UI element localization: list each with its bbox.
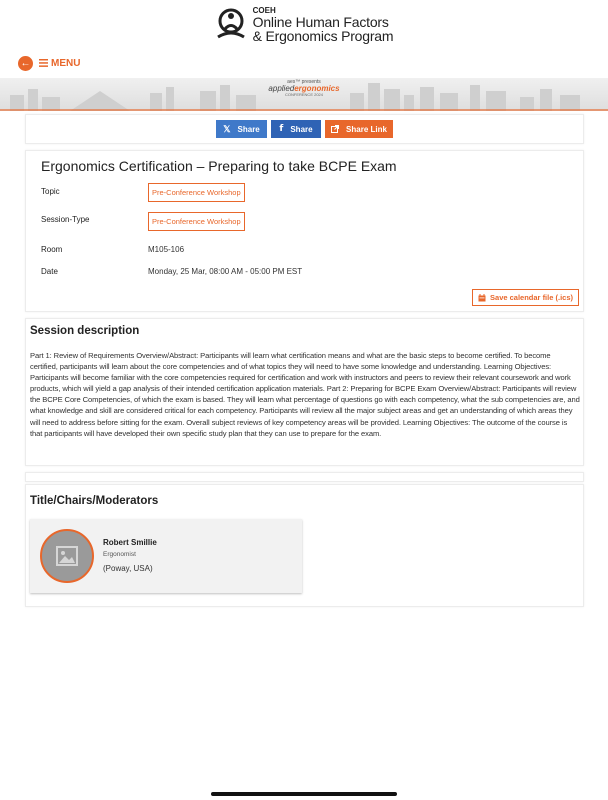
share-facebook-label: Share (290, 124, 313, 134)
share-link-label: Share Link (346, 124, 387, 134)
site-header (0, 0, 608, 50)
person-role: Ergonomist (103, 551, 136, 558)
share-x-label: Share (237, 124, 260, 134)
share-link-button[interactable] (325, 120, 393, 138)
person-location: (Poway, USA) (103, 564, 153, 573)
external-link-icon (331, 125, 339, 133)
chairs-heading: Title/Chairs/Moderators (30, 495, 159, 507)
save-calendar-label: Save calendar file (.ics) (490, 293, 573, 302)
session-type-label: Session-Type (41, 215, 90, 224)
home-indicator[interactable] (211, 792, 397, 796)
date-label: Date (41, 267, 58, 276)
logo-org: COEH (252, 6, 276, 15)
save-calendar-button[interactable] (472, 289, 579, 306)
session-description-card (25, 318, 584, 466)
conference-banner (0, 78, 608, 111)
person-card[interactable] (30, 519, 302, 593)
applied-ergonomics-logo (268, 80, 339, 97)
coeh-logo-icon (215, 7, 247, 43)
session-title: Ergonomics Certification – Preparing to take BCPE Exam (41, 158, 397, 174)
topic-label: Topic (41, 187, 60, 196)
logo-line-2: & Ergonomics Program (252, 28, 394, 44)
calendar-icon (478, 294, 486, 302)
room-label: Room (41, 245, 63, 254)
chairs-card (25, 484, 584, 607)
description-heading: Session description (30, 325, 140, 337)
topic-tag[interactable]: Pre-Conference Workshop (148, 183, 245, 202)
menu-label: MENU (51, 57, 81, 69)
x-logo-icon: 𝕏 (223, 123, 231, 134)
session-type-tag[interactable]: Pre-Conference Workshop (148, 212, 245, 231)
share-bar (25, 114, 584, 144)
empty-section (25, 472, 584, 482)
hamburger-icon (39, 59, 48, 67)
share-facebook-button[interactable] (271, 120, 321, 138)
logo-line-1: Online Human Factors (252, 14, 389, 30)
site-logo[interactable] (215, 7, 394, 43)
room-value: M105-106 (148, 245, 185, 254)
back-button[interactable] (18, 56, 33, 71)
avatar (40, 529, 94, 583)
description-text: Part 1: Review of Requirements Overview/Abstract: Participants will learn what certification means and what are the basic steps to become certified. To become certified, participants will learn about the core competencies and of what topics they will need to have some knowledge and understanding. Learning Objectives: Participants will become familiar with the core competencies required for certification and work with instructors and peers to review their relevant coursework and work products, which will yield a gap analysis of their intended certification application materials. Part 2: Preparing for BCPE Exam Overview/Abstract: Participants will review the BCPE Core Competencies, of which the exam is based. They will learn what percentage of questions go with each competency, what the sub competencies are, and what knowledge and skill are considered critical for each competency. Participants will review all the major subject areas and get an understanding of which areas they will need to address before sitting for the exam. Overall subject reviews of key competency areas will be provided. Learning Objectives: The outcome of the course is that participants will have developed their own specific study plan that they can use to prepare for the exam. (30, 351, 580, 438)
session-info-card (25, 150, 584, 312)
image-placeholder-icon (56, 546, 78, 566)
share-x-button[interactable] (216, 120, 267, 138)
banner-main-accent: ergonomics (294, 84, 340, 93)
date-value: Monday, 25 Mar, 08:00 AM - 05:00 PM EST (148, 267, 303, 276)
facebook-icon: f (279, 124, 284, 134)
banner-sub-text: CONFERENCE 2024 (284, 92, 323, 97)
menu-button[interactable] (39, 58, 80, 69)
banner-top-text: aes™ presents (287, 79, 321, 85)
menu-row (0, 50, 608, 76)
banner-main-prefix: applied (268, 84, 295, 93)
arrow-left-icon: ← (20, 57, 31, 69)
person-name: Robert Smillie (103, 538, 157, 547)
